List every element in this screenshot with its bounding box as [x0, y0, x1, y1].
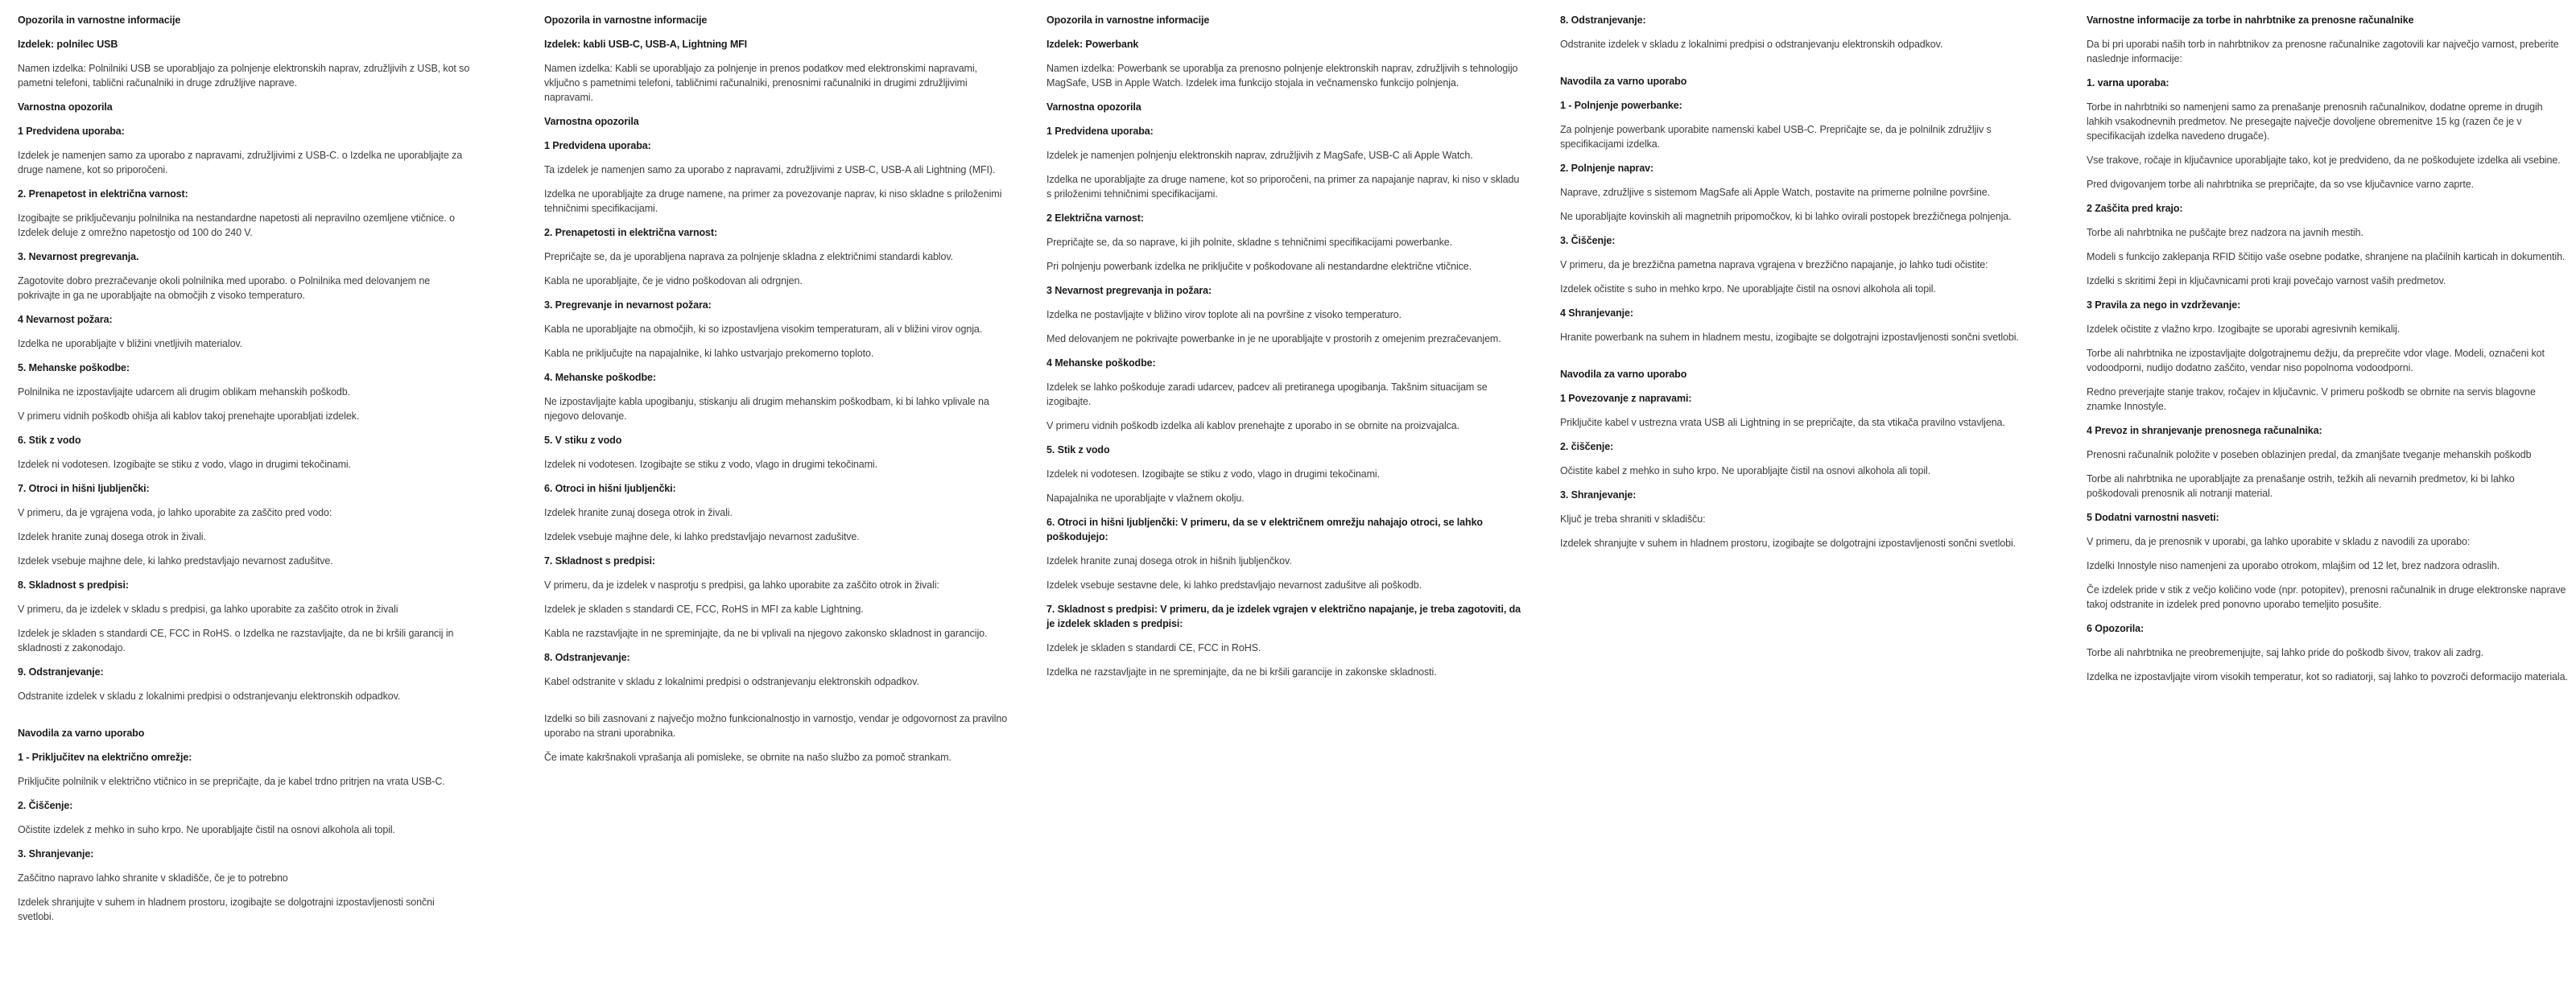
paragraph: Zaščitno napravo lahko shranite v skladišče, če je to potrebno: [18, 872, 288, 884]
paragraph: Hranite powerbank na suhem in hladnem mestu, izogibajte se dolgotrajni izpostavljenosti sončni svetlobi.: [1560, 332, 2019, 343]
section-heading: 2. Čiščenje:: [18, 800, 73, 811]
section-heading: Navodila za varno uporabo: [1560, 76, 1687, 87]
paragraph: Namen izdelka: Polnilniki USB se uporabljajo za polnjenje elektronskih naprav, združljivih z USB, kot so pametni telefoni, tablični računalniki in druge združljive naprave.: [18, 63, 470, 89]
paragraph: Da bi pri uporabi naših torb in nahrbtnikov za prenosne računalnike zagotovili kar največjo varnost, preberite naslednje informacije:: [2087, 39, 2559, 64]
paragraph: Ne izpostavljajte kabla upogibanju, stiskanju ali drugim mehanskim poškodbam, ki bi lahko vplivale na njegovo delovanje.: [544, 396, 989, 422]
section-heading: 1 - Priključitev na električno omrežje:: [18, 752, 192, 763]
paragraph: V primeru, da je izdelek v nasprotju s predpisi, ga lahko uporabite za zaščito otrok in živali:: [544, 579, 939, 591]
column-laptop-bags-safety: [2087, 13, 2568, 694]
paragraph: Namen izdelka: Powerbank se uporablja za prenosno polnjenje elektronskih naprav, združljivih s tehnologijo MagSafe, USB in Apple Watch. Izdelek ima funkcijo stojala in večnamensko funkcijo polnjenja.: [1046, 63, 1518, 89]
paragraph: Za polnjenje powerbank uporabite namenski kabel USB-C. Prepričajte se, da je polnilnik združljiv s specifikacijami izdelka.: [1560, 124, 1992, 150]
section-heading: Izdelek: polnilec USB: [18, 39, 118, 50]
paragraph: Izdelek je skladen s standardi CE, FCC in RoHS. o Izdelka ne razstavljajte, da ne bi kršili garancij in skladnosti z zakonodajo.: [18, 628, 454, 653]
section-heading: 1. varna uporaba:: [2087, 77, 2169, 89]
paragraph: Izdelka ne razstavljajte in ne spreminjajte, da ne bi kršili garancije in zakonske skladnosti.: [1046, 666, 1437, 678]
paragraph: V primeru vidnih poškodb ohišja ali kablov takoj prenehajte uporabljati izdelek.: [18, 410, 360, 422]
section-heading: Izdelek: kabli USB-C, USB-A, Lightning MFI: [544, 39, 748, 50]
section-heading: 2. čiščenje:: [1560, 441, 1614, 452]
paragraph: Izdelek je skladen s standardi CE, FCC in RoHS.: [1046, 642, 1261, 653]
section-heading: Opozorila in varnostne informacije: [18, 14, 181, 26]
paragraph: Izdelka ne izpostavljajte virom visokih temperatur, kot so radiatorji, saj lahko to povzroči deformacijo materiala.: [2087, 671, 2568, 682]
paragraph: Izdelek ni vodotesen. Izogibajte se stiku z vodo, vlago in drugimi tekočinami.: [18, 459, 351, 470]
paragraph: V primeru, da je prenosnik v uporabi, ga lahko uporabite v skladu z navodili za uporabo:: [2087, 536, 2471, 547]
section-heading: 2 Zaščita pred krajo:: [2087, 203, 2183, 214]
paragraph: Zagotovite dobro prezračevanje okoli polnilnika med uporabo. o Polnilnika med delovanjem ne pokrivajte in ga ne uporabljajte na območjih z visoko temperaturo.: [18, 275, 431, 301]
paragraph: Namen izdelka: Kabli se uporabljajo za polnjenje in prenos podatkov med elektronskimi napravami, vključno s pametnimi telefoni, tabličnimi računalniki, prenosnimi računalniki in drugimi združljivimi napravami.: [544, 63, 977, 103]
paragraph: Polnilnika ne izpostavljajte udarcem ali drugim oblikam mehanskih poškodb.: [18, 386, 350, 398]
paragraph: Redno preverjajte stanje trakov, ročajev in ključavnic. V primeru poškodb se obrnite na servis blagovne znamke Innostyle.: [2087, 386, 2536, 412]
section-heading: 1 - Polnjenje powerbanke:: [1560, 100, 1682, 111]
paragraph: Prepričajte se, da je uporabljena naprava za polnjenje skladna z električnimi standardi kablov.: [544, 251, 953, 262]
section-heading: 8. Skladnost s predpisi:: [18, 579, 129, 591]
paragraph: Izdelek očistite s suho in mehko krpo. Ne uporabljajte čistil na osnovi alkohola ali topil.: [1560, 283, 1936, 295]
section-heading: 1 Povezovanje z napravami:: [1560, 393, 1692, 404]
paragraph: Prenosni računalnik položite v poseben oblazinjen predal, da zmanjšate tveganje mehanskih poškodb: [2087, 449, 2532, 460]
paragraph: Torbe in nahrbtniki so namenjeni samo za prenašanje prenosnih računalnikov, dodatne opreme in drugih lahkih vsakodnevnih predmetov. Ne presegajte največje dovoljene obremenitve 15 kg (razen če je v specifikacijah izdelka navedeno drugače).: [2087, 101, 2543, 142]
paragraph: Torbe ali nahrbtnika ne preobremenjujte, saj lahko pride do poškodb šivov, trakov ali zadrg.: [2087, 647, 2483, 658]
section-heading: 3. Shranjevanje:: [1560, 489, 1637, 501]
paragraph: Kabla ne uporabljajte na območjih, ki so izpostavljena visokim temperaturam, ali v bližini virov ognja.: [544, 324, 983, 335]
section-heading: 4 Shranjevanje:: [1560, 307, 1633, 319]
section-heading: 2. Prenapetosti in električna varnost:: [544, 227, 718, 238]
section-heading: Varnostna opozorila: [1046, 101, 1141, 113]
section-heading: 7. Skladnost s predpisi:: [544, 555, 655, 567]
paragraph: Pred dvigovanjem torbe ali nahrbtnika se prepričajte, da so vse ključavnice varno zaprte.: [2087, 179, 2474, 190]
paragraph: Izdelek ni vodotesen. Izogibajte se stiku z vodo, vlago in drugimi tekočinami.: [1046, 468, 1380, 480]
section-heading: Varnostna opozorila: [18, 101, 113, 113]
section-heading: 4 Nevarnost požara:: [18, 314, 113, 325]
section-heading: Varnostne informacije za torbe in nahrbtnike za prenosne računalnike: [2087, 14, 2414, 26]
column-powerbank-usage: [1560, 13, 2022, 560]
paragraph: Izdelek vsebuje majhne dele, ki lahko predstavljajo nevarnost zadušitve.: [544, 531, 860, 542]
paragraph: V primeru, da je izdelek v skladu s predpisi, ga lahko uporabite za zaščito otrok in živali: [18, 604, 398, 615]
paragraph: Napajalnika ne uporabljajte v vlažnem okolju.: [1046, 493, 1245, 504]
section-heading: 4 Prevoz in shranjevanje prenosnega računalnika:: [2087, 425, 2322, 436]
paragraph: Prepričajte se, da so naprave, ki jih polnite, skladne s tehničnimi specifikacijami powerbanke.: [1046, 237, 1452, 248]
section-heading: 6. Stik z vodo: [18, 435, 81, 446]
paragraph: Izdelek hranite zunaj dosega otrok in živali.: [18, 531, 206, 542]
section-heading: 6. Otroci in hišni ljubljenčki: V primeru, da se v električnem omrežju nahajajo otroci, se lahko poškodujejo:: [1046, 517, 1483, 542]
section-heading: 8. Odstranjevanje:: [544, 652, 630, 663]
paragraph: Modeli s funkcijo zaklepanja RFID ščitijo vaše osebne podatke, shranjene na plačilnih karticah in dokumentih.: [2087, 251, 2566, 262]
paragraph: Izdelek vsebuje sestavne dele, ki lahko predstavljajo nevarnost zadušitve ali poškodb.: [1046, 579, 1422, 591]
section-heading: 1 Predvidena uporaba:: [544, 140, 651, 151]
section-heading: Varnostna opozorila: [544, 116, 639, 127]
paragraph: Ta izdelek je namenjen samo za uporabo z napravami, združljivimi z USB-C, USB-A ali Lightning (MFI).: [544, 164, 996, 175]
column-powerbank-safety: [1046, 13, 1523, 689]
paragraph: Izdelki Innostyle niso namenjeni za uporabo otrokom, mlajšim od 12 let, brez nadzora odraslih.: [2087, 560, 2500, 571]
paragraph: Očistite kabel z mehko in suho krpo. Ne uporabljajte čistil na osnovi alkohola ali topil.: [1560, 465, 1931, 476]
section-heading: 2. Prenapetost in električna varnost:: [18, 188, 188, 200]
section-heading: 7. Otroci in hišni ljubljenčki:: [18, 483, 150, 494]
paragraph: Kabel odstranite v skladu z lokalnimi predpisi o odstranjevanju elektronskih odpadkov.: [544, 676, 919, 687]
section-heading: Navodila za varno uporabo: [1560, 369, 1687, 380]
paragraph: Izdelki so bili zasnovani z največjo možno funkcionalnostjo in varnostjo, vendar je odgovornost za pravilno uporabo na strani uporabnika.: [544, 713, 1008, 739]
paragraph: Izdelka ne postavljajte v bližino virov toplote ali na površine z visoko temperaturo.: [1046, 309, 1402, 320]
paragraph: Torbe ali nahrbtnika ne izpostavljajte dolgotrajnemu dežju, da preprečite vdor vlage. Modeli, označeni kot vodoodporni, nudijo dodatno zaščito, vendar niso popolnoma vodoodporni.: [2087, 348, 2545, 373]
section-heading: 5. Mehanske poškodbe:: [18, 362, 130, 373]
section-heading: 1 Predvidena uporaba:: [18, 126, 125, 137]
section-heading: 1 Predvidena uporaba:: [1046, 126, 1154, 137]
paragraph: Izdelek hranite zunaj dosega otrok in živali.: [544, 507, 733, 518]
paragraph: Med delovanjem ne pokrivajte powerbanke in je ne uporabljajte v prostorih z omejenim prezračevanjem.: [1046, 333, 1501, 344]
paragraph: Če imate kakršnakoli vprašanja ali pomisleke, se obrnite na našo službo za pomoč strankam.: [544, 752, 952, 763]
section-heading: 5. Stik z vodo: [1046, 444, 1110, 456]
paragraph: Izdelek hranite zunaj dosega otrok in hišnih ljubljenčkov.: [1046, 555, 1292, 567]
section-heading: 3. Čiščenje:: [1560, 235, 1616, 246]
section-heading: Opozorila in varnostne informacije: [544, 14, 708, 26]
paragraph: Torbe ali nahrbtnika ne puščajte brez nadzora na javnih mestih.: [2087, 227, 2363, 238]
section-heading: 8. Odstranjevanje:: [1560, 14, 1646, 26]
paragraph: V primeru, da je brezžična pametna naprava vgrajena v brezžično napajanje, jo lahko tudi očistite:: [1560, 259, 1988, 270]
section-heading: 6. Otroci in hišni ljubljenčki:: [544, 483, 676, 494]
section-heading: 3. Shranjevanje:: [18, 848, 94, 860]
section-heading: Opozorila in varnostne informacije: [1046, 14, 1210, 26]
column-usb-charger-safety: [18, 13, 470, 934]
section-heading: 2 Električna varnost:: [1046, 212, 1144, 224]
paragraph: Izdelek se lahko poškoduje zaradi udarcev, padcev ali pretiranega upogibanja. Takšnim situacijam se izogibajte.: [1046, 381, 1488, 407]
section-heading: 2. Polnjenje naprav:: [1560, 163, 1654, 174]
section-heading: 3. Pregrevanje in nevarnost požara:: [544, 299, 712, 311]
paragraph: Torbe ali nahrbtnika ne uporabljajte za prenašanje ostrih, težkih ali nevarnih predmetov, ki bi lahko poškodovali prenosnik ali notranji material.: [2087, 473, 2515, 499]
paragraph: Kabla ne priključujte na napajalnike, ki lahko ustvarjajo prekomerno toploto.: [544, 348, 874, 359]
paragraph: Izdelka ne uporabljajte v bližini vnetljivih materialov.: [18, 338, 243, 349]
section-heading: 5. V stiku z vodo: [544, 435, 622, 446]
section-heading: 3 Pravila za nego in vzdrževanje:: [2087, 299, 2241, 311]
paragraph: Izdelek vsebuje majhne dele, ki lahko predstavljajo nevarnost zadušitve.: [18, 555, 333, 567]
section-heading: 7. Skladnost s predpisi: V primeru, da je izdelek vgrajen v električno napajanje, je treba zagotoviti, da je izdelek skladen s predpisi:: [1046, 604, 1521, 629]
paragraph: Izdelek shranjujte v suhem in hladnem prostoru, izogibajte se dolgotrajni izpostavljenosti sončni svetlobi.: [1560, 538, 2017, 549]
section-heading: 3 Nevarnost pregrevanja in požara:: [1046, 285, 1212, 296]
paragraph: Ne uporabljajte kovinskih ali magnetnih pripomočkov, ki bi lahko ovirali postopek brezžičnega polnjenja.: [1560, 211, 2012, 222]
paragraph: Odstranite izdelek v skladu z lokalnimi predpisi o odstranjevanju elektronskih odpadkov.: [18, 691, 401, 702]
section-heading: 9. Odstranjevanje:: [18, 666, 104, 678]
paragraph: Ključ je treba shraniti v skladišču:: [1560, 513, 1706, 525]
paragraph: Izdelek je namenjen samo za uporabo z napravami, združljivimi z USB-C. o Izdelka ne uporabljajte za druge namene, kot so priporočeni.: [18, 150, 463, 175]
paragraph: V primeru vidnih poškodb izdelka ali kablov prenehajte z uporabo in se obrnite na proizvajalca.: [1046, 420, 1460, 431]
paragraph: Izdelka ne uporabljajte za druge namene, kot so priporočeni, na primer za napajanje naprav, ki niso v skladu s priloženimi tehničnimi specifikacijami.: [1046, 174, 1520, 200]
section-heading: 4. Mehanske poškodbe:: [544, 372, 656, 383]
paragraph: Vse trakove, ročaje in ključavnice uporabljajte tako, kot je predvideno, da ne poškodujete izdelka ali vsebine.: [2087, 155, 2561, 166]
paragraph: Naprave, združljive s sistemom MagSafe ali Apple Watch, postavite na primerne polnilne površine.: [1560, 187, 1990, 198]
paragraph: Če izdelek pride v stik z večjo količino vode (npr. potopitev), prenosni računalnik in druge elektronske naprave takoj odstranite in izdelek pred ponovno uporabo temeljito posušite.: [2087, 584, 2566, 610]
paragraph: Izdelek očistite z vlažno krpo. Izogibajte se uporabi agresivnih kemikalij.: [2087, 324, 2401, 335]
paragraph: Izdelek je skladen s standardi CE, FCC, RoHS in MFI za kable Lightning.: [544, 604, 864, 615]
paragraph: Priključite kabel v ustrezna vrata USB ali Lightning in se prepričajte, da sta vtikača pravilno vstavljena.: [1560, 417, 2005, 428]
column-cables-safety: [544, 13, 1011, 774]
paragraph: Priključite polnilnik v električno vtičnico in se prepričajte, da je kabel trdno pritrjen na vrata USB-C.: [18, 776, 445, 787]
section-heading: 5 Dodatni varnostni nasveti:: [2087, 512, 2219, 523]
paragraph: Izdelek ni vodotesen. Izogibajte se stiku z vodo, vlago in drugimi tekočinami.: [544, 459, 877, 470]
section-heading: Navodila za varno uporabo: [18, 728, 145, 739]
paragraph: Izdelki s skritimi žepi in ključavnicami proti kraji povečajo varnost vaših predmetov.: [2087, 275, 2446, 287]
paragraph: Kabla ne razstavljajte in ne spreminjajte, da ne bi vplivali na njegovo zakonsko skladnost in garancijo.: [544, 628, 988, 639]
paragraph: Pri polnjenju powerbank izdelka ne priključite v poškodovane ali nestandardne električne vtičnice.: [1046, 261, 1472, 272]
paragraph: V primeru, da je vgrajena voda, jo lahko uporabite za zaščito pred vodo:: [18, 507, 332, 518]
paragraph: Izdelka ne uporabljajte za druge namene, na primer za povezovanje naprav, ki niso skladne s priloženimi tehničnimi specifikacijami.: [544, 188, 1002, 214]
paragraph: Izdelek je namenjen polnjenju elektronskih naprav, združljivih z MagSafe, USB-C ali Apple Watch.: [1046, 150, 1473, 161]
paragraph: Kabla ne uporabljajte, če je vidno poškodovan ali odrgnjen.: [544, 275, 803, 287]
paragraph: Odstranite izdelek v skladu z lokalnimi predpisi o odstranjevanju elektronskih odpadkov.: [1560, 39, 1943, 50]
paragraph: Očistite izdelek z mehko in suho krpo. Ne uporabljajte čistil na osnovi alkohola ali topil.: [18, 824, 395, 835]
section-heading: 4 Mehanske poškodbe:: [1046, 357, 1156, 369]
section-heading: 3. Nevarnost pregrevanja.: [18, 251, 139, 262]
section-heading: 6 Opozorila:: [2087, 623, 2145, 634]
paragraph: Izdelek shranjujte v suhem in hladnem prostoru, izogibajte se dolgotrajni izpostavljenosti sončni svetlobi.: [18, 897, 435, 922]
paragraph: Izogibajte se priključevanju polnilnika na nestandardne napetosti ali nepravilno ozemljene vtičnice. o Izdelek deluje z omrežno napetostjo od 100 do 240 V.: [18, 212, 455, 238]
section-heading: Izdelek: Powerbank: [1046, 39, 1139, 50]
